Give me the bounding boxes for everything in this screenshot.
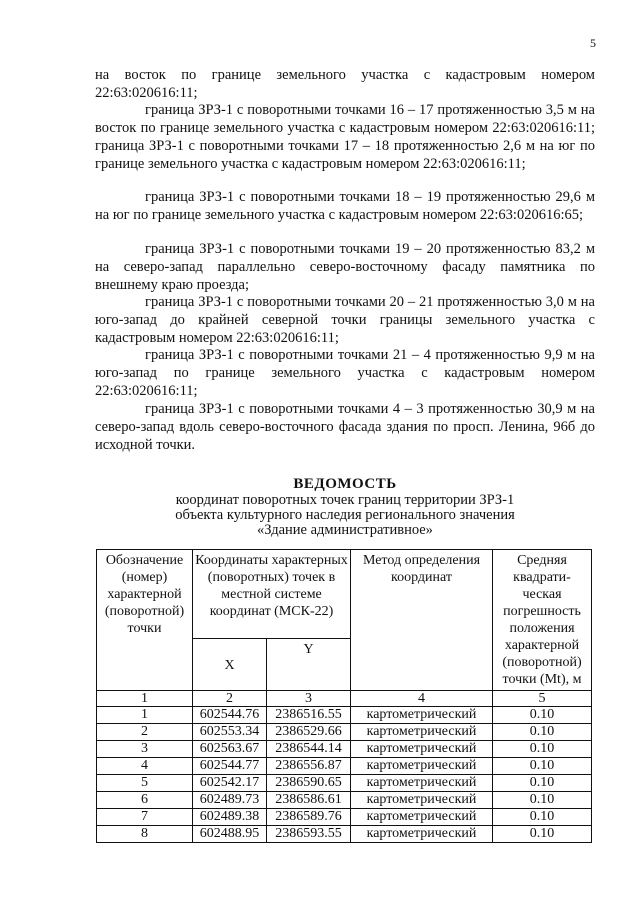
error-cell: 0.10	[493, 809, 592, 826]
y-cell: 2386589.76	[267, 809, 351, 826]
statement-line-2: объекта культурного наследия регионального значения	[175, 507, 515, 523]
paragraph-21-4: граница ЗРЗ-1 с поворотными точками 21 – 4 протяженностью 9,9 м на юго-запад по границе земельного участка с кадастровым номером 22:63:020616:11;	[95, 347, 595, 399]
error-cell: 0.10	[493, 724, 592, 741]
y-cell: 2386556.87	[267, 758, 351, 775]
method-cell: картометрический	[351, 741, 493, 758]
statement-line-3: «Здание административное»	[257, 522, 433, 538]
table-row	[97, 724, 592, 741]
y-cell: 2386593.55	[267, 826, 351, 843]
header-y: Y	[267, 639, 351, 691]
method-cell: картометрический	[351, 758, 493, 775]
x-cell: 602488.95	[193, 826, 267, 843]
paragraph-16-18: граница ЗРЗ-1 с поворотными точками 16 – 17 протяженностью 3,5 м на восток по границе земельного участка с кадастровым номером 22:63:020616:11; граница ЗРЗ-1 с поворотными точками 17 – 18 протяженностью 2,6 м на юг по границе земельного участка с кадастровым номером 22:63:020616:11;	[95, 102, 595, 172]
point-cell: 1	[97, 707, 193, 724]
header-method: Метод определения координат	[351, 550, 493, 691]
method-cell: картометрический	[351, 826, 493, 843]
table-header-row	[97, 550, 592, 639]
header-x: X	[193, 639, 267, 691]
x-cell: 602563.67	[193, 741, 267, 758]
table-row	[97, 741, 592, 758]
table-row	[97, 758, 592, 775]
statement-title: ВЕДОМОСТЬ	[293, 476, 397, 492]
paragraph-4-3: граница ЗРЗ-1 с поворотными точками 4 – 3 протяженностью 30,9 м на северо-запад вдоль северо-восточного фасада здания по просп. Ленина, 96б до исходной точки.	[95, 401, 595, 453]
x-cell: 602542.17	[193, 775, 267, 792]
table-row	[97, 809, 592, 826]
error-cell: 0.10	[493, 826, 592, 843]
column-number: 3	[267, 691, 351, 707]
y-cell: 2386544.14	[267, 741, 351, 758]
paragraph-20-21: граница ЗРЗ-1 с поворотными точками 20 – 21 протяженностью 3,0 м на юго-запад до крайней северной точки границы земельного участка с кадастровым номером 22:63:020616:11;	[95, 294, 595, 346]
method-cell: картометрический	[351, 707, 493, 724]
header-point-label: Обозначение (номер) характерной (поворотной) точки	[97, 550, 193, 691]
point-cell: 3	[97, 741, 193, 758]
error-cell: 0.10	[493, 741, 592, 758]
error-cell: 0.10	[493, 707, 592, 724]
point-cell: 5	[97, 775, 193, 792]
header-error: Средняя квадрати-ческая погрешность положения характерной (поворотной) точки (Mt), м	[493, 550, 592, 691]
point-cell: 6	[97, 792, 193, 809]
point-cell: 4	[97, 758, 193, 775]
paragraph-18-19: граница ЗРЗ-1 с поворотными точками 18 – 19 протяженностью 29,6 м на юг по границе земельного участка с кадастровым номером 22:63:020616:65;	[95, 189, 595, 223]
x-cell: 602553.34	[193, 724, 267, 741]
method-cell: картометрический	[351, 724, 493, 741]
point-cell: 2	[97, 724, 193, 741]
column-number: 5	[493, 691, 592, 707]
method-cell: картометрический	[351, 775, 493, 792]
table-row	[97, 826, 592, 843]
point-cell: 8	[97, 826, 193, 843]
column-number: 1	[97, 691, 193, 707]
x-cell: 602544.76	[193, 707, 267, 724]
x-cell: 602544.77	[193, 758, 267, 775]
paragraph-19-20: граница ЗРЗ-1 с поворотными точками 19 – 20 протяженностью 83,2 м на северо-запад параллельно северо-восточному фасаду памятника по внешнему краю проезда;	[95, 241, 595, 293]
error-cell: 0.10	[493, 792, 592, 809]
statement-heading	[95, 475, 595, 538]
y-cell: 2386529.66	[267, 724, 351, 741]
coordinates-table	[96, 549, 592, 843]
table-row	[97, 707, 592, 724]
paragraph-intro: на восток по границе земельного участка с кадастровым номером 22:63:020616:11;	[95, 67, 595, 101]
y-cell: 2386586.61	[267, 792, 351, 809]
statement-line-1: координат поворотных точек границ территории ЗРЗ-1	[175, 492, 515, 508]
method-cell: картометрический	[351, 792, 493, 809]
table-row	[97, 775, 592, 792]
y-cell: 2386590.65	[267, 775, 351, 792]
column-number-row	[97, 691, 592, 707]
error-cell: 0.10	[493, 775, 592, 792]
table-row	[97, 792, 592, 809]
x-cell: 602489.38	[193, 809, 267, 826]
page-number: 5	[590, 36, 596, 50]
x-cell: 602489.73	[193, 792, 267, 809]
method-cell: картометрический	[351, 809, 493, 826]
column-number: 4	[351, 691, 493, 707]
y-cell: 2386516.55	[267, 707, 351, 724]
error-cell: 0.10	[493, 758, 592, 775]
header-coordinates: Координаты характерных (поворотных) точек в местной системе координат (МСК-22)	[193, 550, 351, 639]
column-number: 2	[193, 691, 267, 707]
point-cell: 7	[97, 809, 193, 826]
